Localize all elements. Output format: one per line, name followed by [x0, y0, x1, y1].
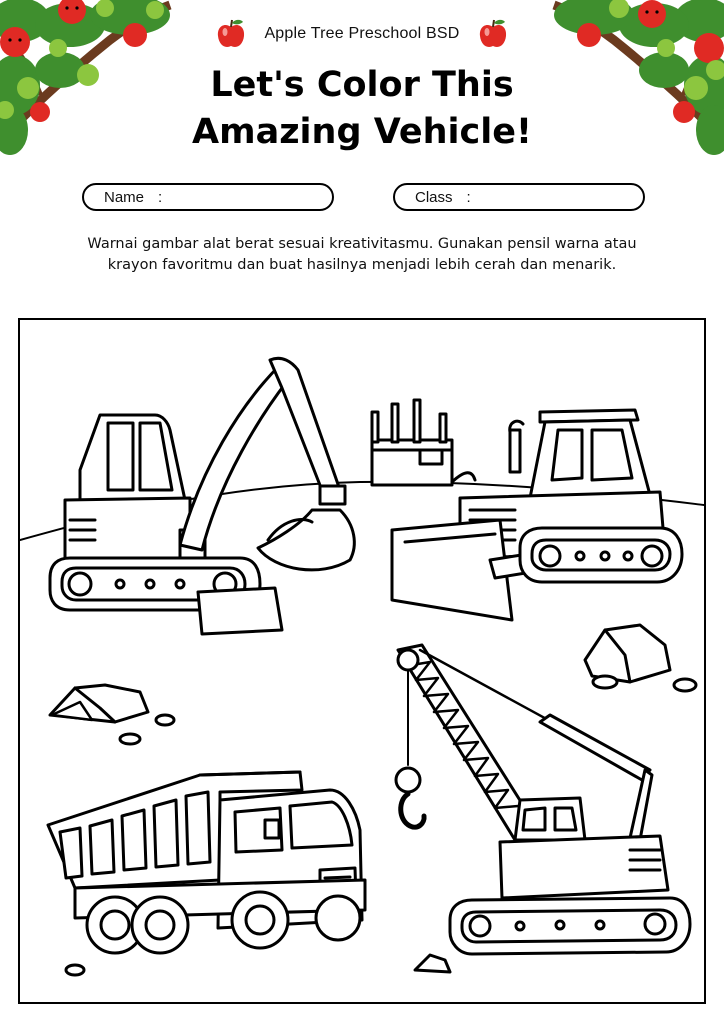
- apple-icon: [216, 18, 246, 50]
- name-separator: :: [158, 188, 163, 206]
- title-line-1: Let's Color This: [210, 65, 514, 105]
- school-name: Apple Tree Preschool BSD: [264, 25, 460, 42]
- page-title: [0, 62, 724, 156]
- coloring-illustration[interactable]: [20, 320, 704, 1002]
- class-separator: :: [466, 188, 471, 206]
- crane-outline: [396, 645, 690, 954]
- school-header: [0, 18, 724, 50]
- building-outline: [372, 400, 475, 485]
- name-label: Name: [104, 188, 145, 206]
- class-label: Class: [415, 188, 453, 206]
- instructions: [30, 234, 694, 276]
- dump-truck-outline: [48, 772, 365, 953]
- excavator-outline: [50, 358, 354, 634]
- title-line-2: Amazing Vehicle!: [192, 112, 532, 152]
- instructions-line-2: krayon favoritmu dan buat hasilnya menjadi lebih cerah dan menarik.: [107, 257, 617, 273]
- apple-icon: [478, 18, 508, 50]
- name-field[interactable]: [82, 183, 334, 211]
- class-field[interactable]: [393, 183, 645, 211]
- coloring-frame: [18, 318, 706, 1004]
- instructions-line-1: Warnai gambar alat berat sesuai kreativitasmu. Gunakan pensil warna atau: [87, 236, 637, 252]
